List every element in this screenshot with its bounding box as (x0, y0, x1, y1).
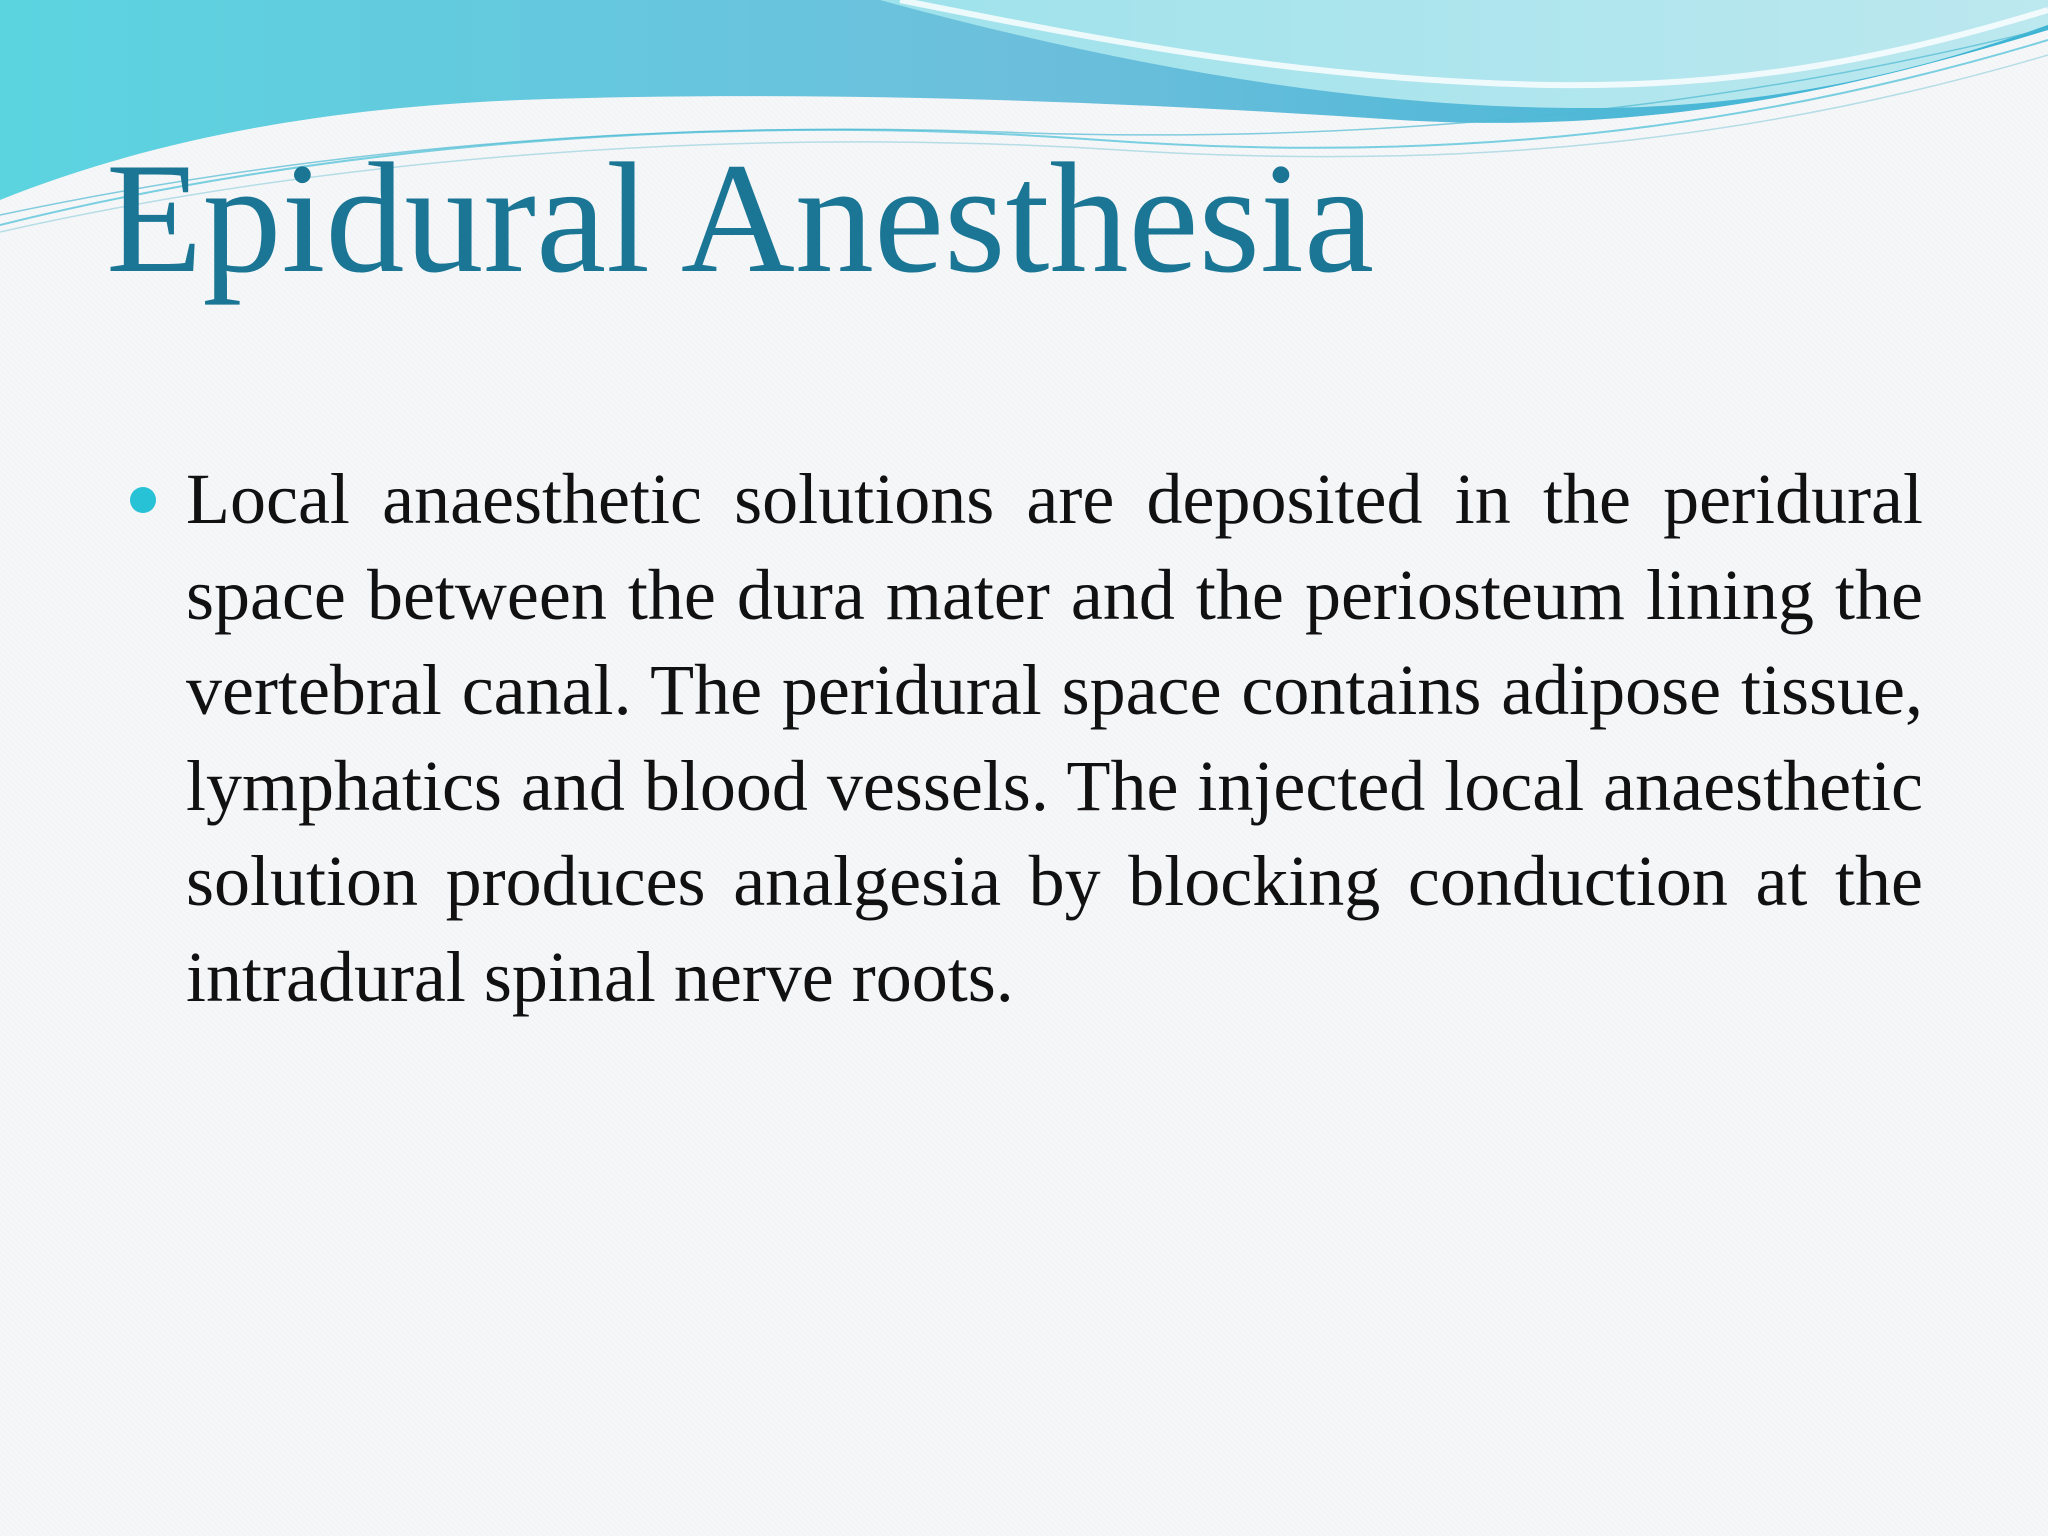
bullet-list (130, 452, 1923, 1025)
circle-bullet-icon (130, 487, 156, 513)
bullet-text: Local anaesthetic solutions are deposited in the peridural space between the dura mater and the periosteum lining the vertebral canal. The peridural space contains adipose tissue, lymphatics and blood vessels. The injected local anaesthetic solution produces analgesia by blocking conduction at the intradural spinal nerve roots. (186, 459, 1923, 1017)
bullet-item (130, 452, 1923, 1025)
slide-title: Epidural Anesthesia (106, 131, 1375, 306)
